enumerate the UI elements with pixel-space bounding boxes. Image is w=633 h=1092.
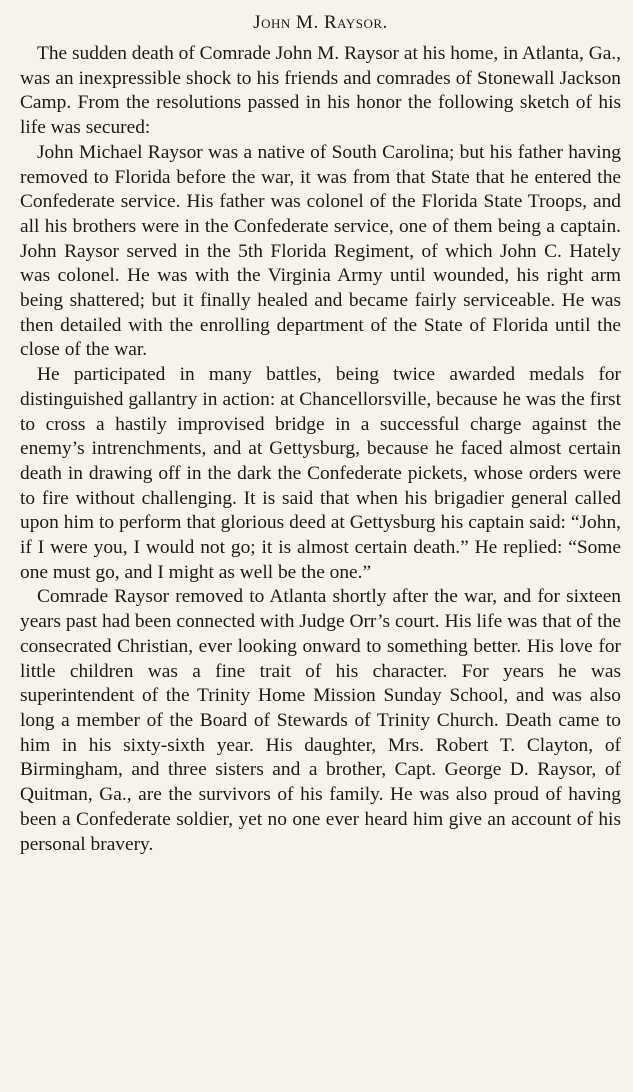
article-title: John M. Raysor.: [253, 12, 388, 33]
paragraph-later-life: Comrade Raysor removed to Atlanta shortly after the war, and for sixteen years past had been connected with Judge Orr’s court. His life was that of the consecrated Christian, ever looking onward to something better. His love for little children was a fine trait of his character. For years he was superintendent of the Trinity Home Mission Sunday School, and was also long a member of the Board of Stewards of Trinity Church. Death came to him in his sixty-sixth year. His daughter, Mrs. Robert T. Clayton, of Birmingham, and three sisters and a brother, Capt. George D. Raysor, of Quitman, Ga., are the survivors of his family. He was also proud of having been a Confederate soldier, yet no one ever heard him give an account of his personal bravery.: [20, 586, 621, 855]
paragraph-biography: John Michael Raysor was a native of South Carolina; but his father having removed to Florida before the war, it was from that State that he entered the Confederate service. His father was colonel of the Florida State Troops, and all his brothers were in the Confederate service, one of them being a captain. John Raysor served in the 5th Florida Regiment, of which John C. Hately was colonel. He was with the Virginia Army until wounded, his right arm being shattered; but it finally healed and became fairly serviceable. He was then detailed with the enrolling department of the State of Florida until the close of the war.: [20, 141, 621, 361]
paragraph-intro: The sudden death of Comrade John M. Raysor at his home, in Atlanta, Ga., was an inexpressible shock to his friends and comrades of Stonewall Jackson Camp. From the resolutions passed in his honor the following sketch of his life was secured:: [20, 43, 621, 139]
paragraph-battles: He participated in many battles, being twice awarded medals for distinguished gallantry in action: at Chancellorsville, because he was the first to cross a hastily improvised bridge in a successful charge against the enemy’s intrenchments, and at Gettysburg, because he faced almost certain death in drawing off in the dark the Confederate pickets, whose orders were to fire without challenging. It is said that when his brigadier general called upon him to perform that glorious deed at Gettysburg his captain said: “John, if I were you, I would not go; it is almost certain death.” He replied: “Some one must go, and I might as well be the one.”: [20, 364, 621, 583]
